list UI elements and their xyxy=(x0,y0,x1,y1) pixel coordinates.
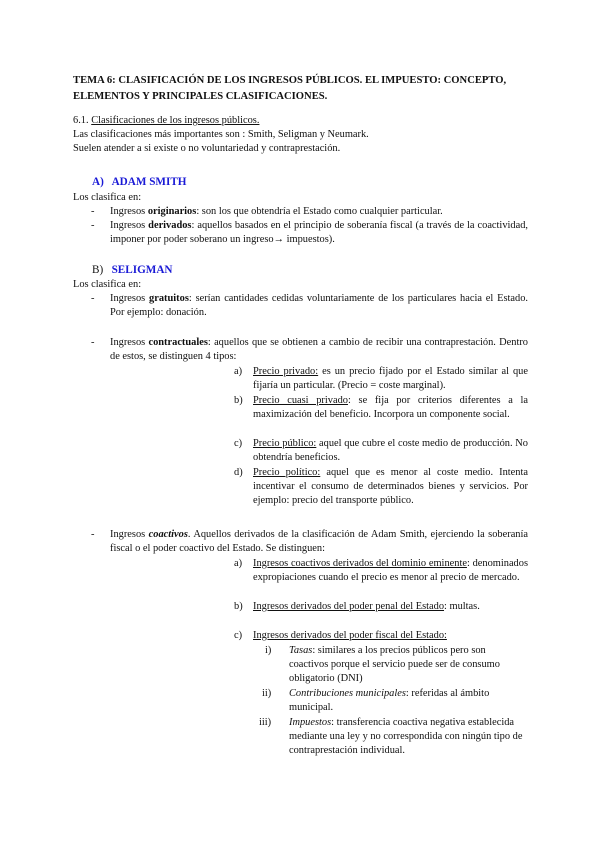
bullet-dash: - xyxy=(91,337,95,348)
title-line-1: TEMA 6: CLASIFICACIÓN DE LOS INGRESOS PÚBLICOS. EL IMPUESTO: CONCEPTO, xyxy=(73,75,507,86)
section-b-label: B) xyxy=(92,264,104,276)
dominio-eminente-text: Ingresos coactivos derivados del dominio eminente: denominados expropiaciones cuando el precio es menor al precio de mercado. xyxy=(253,558,528,583)
tasas-item xyxy=(265,644,527,685)
bullet-dash: - xyxy=(91,529,95,540)
section-a-item-1 xyxy=(73,205,543,219)
precio-cuasi-privado-text: Precio cuasi privado: se fija por criterios diferentes a la maximización del beneficio. Incorpora un componente social. xyxy=(253,395,528,420)
list-label: b) xyxy=(234,601,243,612)
intro-block xyxy=(73,114,543,155)
section-a-label: A) xyxy=(92,176,104,188)
ingresos-dominio-eminente xyxy=(234,557,528,585)
section-b-gratuitos xyxy=(73,292,528,320)
list-label: b) xyxy=(234,395,243,406)
intro-line-1: Las clasificaciones más importantes son : Smith, Seligman y Neumark. xyxy=(73,128,369,140)
section-number: 6.1. xyxy=(73,115,89,126)
precio-publico-text: Precio público: aquel que cubre el coste medio de producción. No obtendría beneficios. xyxy=(253,438,529,463)
contribuciones-text: Contribuciones municipales: referidas al ámbito municipal. xyxy=(289,688,490,713)
section-b-name: SELIGMAN xyxy=(111,264,173,276)
ingresos-poder-fiscal xyxy=(234,629,528,643)
bullet-dash: - xyxy=(91,293,95,304)
list-label: d) xyxy=(234,467,243,478)
section-a-lead: Los clasifica en: xyxy=(73,192,142,203)
gratuitos-text: Ingresos gratuitos: serían cantidades cedidas voluntariamente de los particulares hacia el Estado. Por ejemplo: donación. xyxy=(110,293,528,318)
impuestos-item xyxy=(259,716,527,757)
ingresos-poder-penal xyxy=(234,600,528,614)
section-heading: Clasificaciones de los ingresos públicos. xyxy=(91,115,260,126)
section-b-lead: Los clasifica en: xyxy=(73,279,142,290)
list-label: ii) xyxy=(262,688,272,699)
impuestos-text: Impuestos: transferencia coactiva negativa establecida mediante una ley y no correspondida con ningún tipo de contraprestación individual. xyxy=(289,717,523,756)
section-b-heading xyxy=(92,264,173,278)
precio-cuasi-privado xyxy=(234,394,528,422)
contribuciones-item xyxy=(262,687,527,715)
document-title xyxy=(73,73,543,104)
section-a-item-1-text: Ingresos originarios: son los que obtendría el Estado como cualquier particular. xyxy=(110,206,443,217)
section-b-contractuales xyxy=(73,336,528,364)
list-label: c) xyxy=(234,630,243,641)
list-label: c) xyxy=(234,438,243,449)
contractuales-text: Ingresos contractuales: aquellos que se obtienen a cambio de recibir una contraprestación. Dentro de estos, se distinguen 4 tipos: xyxy=(110,337,528,362)
list-label: iii) xyxy=(259,717,272,728)
section-a-heading xyxy=(92,176,187,190)
tasas-text: Tasas: similares a los precios públicos pero son coactivos porque el servicio puede ser de consumo obligatorio (DNI) xyxy=(289,645,500,684)
section-b-coactivos xyxy=(73,528,528,556)
list-label: a) xyxy=(234,558,243,569)
section-a-name: ADAM SMITH xyxy=(111,176,187,188)
intro-line-2: Suelen atender a si existe o no voluntariedad y contraprestación. xyxy=(73,142,341,154)
coactivos-text: Ingresos coactivos. Aquellos derivados de la clasificación de Adam Smith, ejerciendo la soberanía fiscal o el poder coactivo del Estado. Se distinguen: xyxy=(110,529,528,554)
precio-publico xyxy=(234,437,528,465)
list-label: i) xyxy=(265,645,272,656)
list-label: a) xyxy=(234,366,243,377)
section-a-item-2-text: Ingresos derivados: aquellos basados en el principio de soberanía fiscal (a través de la coactividad, imponer por poder soberano un ingreso→ impuestos). xyxy=(110,220,528,245)
poder-fiscal-text: Ingresos derivados del poder fiscal del Estado: xyxy=(253,630,447,641)
poder-penal-text: Ingresos derivados del poder penal del Estado: multas. xyxy=(253,601,480,612)
bullet-dash: - xyxy=(91,220,95,231)
precio-politico xyxy=(234,466,528,507)
precio-politico-text: Precio político: aquel que es menor al coste medio. Intenta incentivar el consumo de determinados bienes y servicios. Por ejemplo: precio del transporte público. xyxy=(253,467,528,506)
precio-privado-text: Precio privado: es un precio fijado por el Estado similar al que fijaría un particular. (Precio = coste marginal). xyxy=(253,366,528,391)
bullet-dash: - xyxy=(91,206,95,217)
precio-privado xyxy=(234,365,528,393)
title-line-2: ELEMENTOS Y PRINCIPALES CLASIFICACIONES. xyxy=(73,90,328,102)
section-a-item-2 xyxy=(73,219,528,247)
intro-heading xyxy=(73,114,543,128)
